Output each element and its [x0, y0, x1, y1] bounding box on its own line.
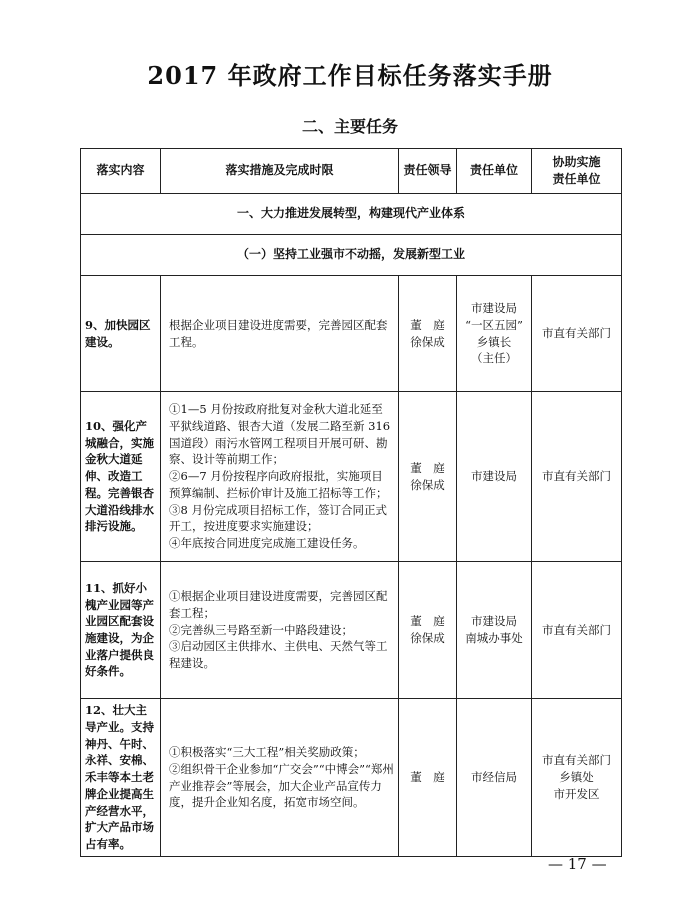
row-measures-line: ③启动园区主供排水、主供电、天然气等工程建设。 [169, 639, 388, 670]
row-assist-line: 市直有关部门 [542, 326, 611, 341]
row-measures-line: ①积极落实“三大工程”相关奖励政策； [169, 745, 365, 760]
page-title: 2017 年政府工作目标任务落实手册 [147, 61, 553, 90]
table-row [81, 562, 622, 699]
row-content: 11、抓好小槐产业园等产业园区配套设施建设，为企业落户提供良好条件。 [81, 562, 161, 699]
row-assist [532, 562, 622, 699]
header-assist [532, 149, 622, 194]
row-units [457, 276, 532, 392]
row-content: 10、强化产城融合，实施金秋大道延伸、改造工程。完善银杏大道沿线排水排污设施。 [81, 392, 161, 562]
row-units [457, 562, 532, 699]
row-units-line: 乡镇长 [476, 334, 512, 349]
row-assist-line: 市直有关部门 [542, 622, 611, 637]
row-leaders-line: 徐保成 [410, 477, 445, 492]
page-number: — 17 — [548, 855, 607, 873]
row-assist-line: 市直有关部门 [542, 753, 611, 768]
row-measures-line: ②6—7 月份按程序向政府报批，实施项目预算编制、拦标价审计及施工招标等工作； [169, 469, 388, 500]
row-measures-line: ②组织骨干企业参加“广交会”“中博会”“郑州产业推荐会”等展会，加大企业产品宣传力度，提升企业知名度，拓宽市场空间。 [169, 761, 394, 810]
row-measures-line: ②完善纵三号路至新一中路段建设； [169, 622, 353, 637]
row-units-line: 南城办事处 [465, 631, 523, 645]
header-leader: 责任领导 [399, 149, 457, 194]
header-assist-line: 责任单位 [552, 172, 601, 186]
table-row [81, 276, 622, 392]
row-assist [532, 699, 622, 857]
row-measures-line: ①根据企业项目建设进度需要，完善园区配套工程； [169, 589, 388, 620]
row-assist-line: 市直有关部门 [542, 469, 611, 484]
row-leaders-line: 董 庭 [410, 770, 445, 785]
row-assist-line: 市开发区 [553, 786, 600, 801]
header-measures: 落实措施及完成时限 [161, 149, 399, 194]
row-leaders [399, 392, 457, 562]
row-measures [161, 562, 399, 699]
row-measures-line: ①1—5 月份按政府批复对金秋大道北延至平狱线道路、银杏大道（发展二路至新 316 国道段）雨污水管网工程项目开展可研、勘察、设计等前期工作； [169, 402, 391, 467]
task-table [80, 148, 622, 857]
table-row [81, 699, 622, 857]
heading-2: （一）坚持工业强市不动摇，发展新型工业 [81, 235, 622, 276]
heading-row [81, 235, 622, 276]
row-units-line: 市建设局 [471, 301, 517, 316]
row-leaders-line: 董 庭 [410, 460, 445, 475]
row-units-line: 市建设局 [471, 469, 517, 484]
row-assist [532, 276, 622, 392]
table-header-row [81, 149, 622, 194]
row-measures [161, 699, 399, 857]
row-assist-line: 乡镇处 [559, 770, 594, 785]
row-units-line: 市经信局 [471, 770, 517, 785]
row-measures [161, 392, 399, 562]
header-assist-line: 协助实施 [552, 154, 601, 169]
row-units [457, 699, 532, 857]
row-measures-line: ③8 月份完成项目招标工作，签订合同正式开工，按进度要求实施建设； [169, 502, 387, 534]
row-content: 9、加快园区建设。 [81, 276, 161, 392]
row-assist [532, 392, 622, 562]
row-units-line: “一区五园” [465, 317, 523, 332]
row-leaders [399, 699, 457, 857]
row-leaders [399, 276, 457, 392]
heading-row [81, 194, 622, 235]
header-unit: 责任单位 [457, 149, 532, 194]
section-title: 二、主要任务 [301, 117, 398, 136]
row-measures-line: 根据企业项目建设进度需要，完善园区配套工程。 [169, 317, 388, 349]
row-content: 12、壮大主导产业。支持神丹、午时、永祥、安棉、禾丰等本土老牌企业提高生产经营水平，扩大产品市场占有率。 [81, 699, 161, 857]
row-leaders-line: 董 庭 [410, 317, 445, 332]
row-leaders-line: 董 庭 [410, 614, 445, 629]
row-units-line: 市建设局 [471, 614, 517, 629]
row-leaders-line: 徐保成 [410, 631, 445, 645]
row-units-line: （主任） [471, 351, 517, 366]
row-measures-line: ④年底按合同进度完成施工建设任务。 [169, 535, 365, 550]
row-leaders [399, 562, 457, 699]
row-leaders-line: 徐保成 [410, 334, 445, 349]
header-content: 落实内容 [81, 149, 161, 194]
heading-1: 一、大力推进发展转型，构建现代产业体系 [81, 194, 622, 235]
row-measures [161, 276, 399, 392]
row-units [457, 392, 532, 562]
table-row [81, 392, 622, 562]
